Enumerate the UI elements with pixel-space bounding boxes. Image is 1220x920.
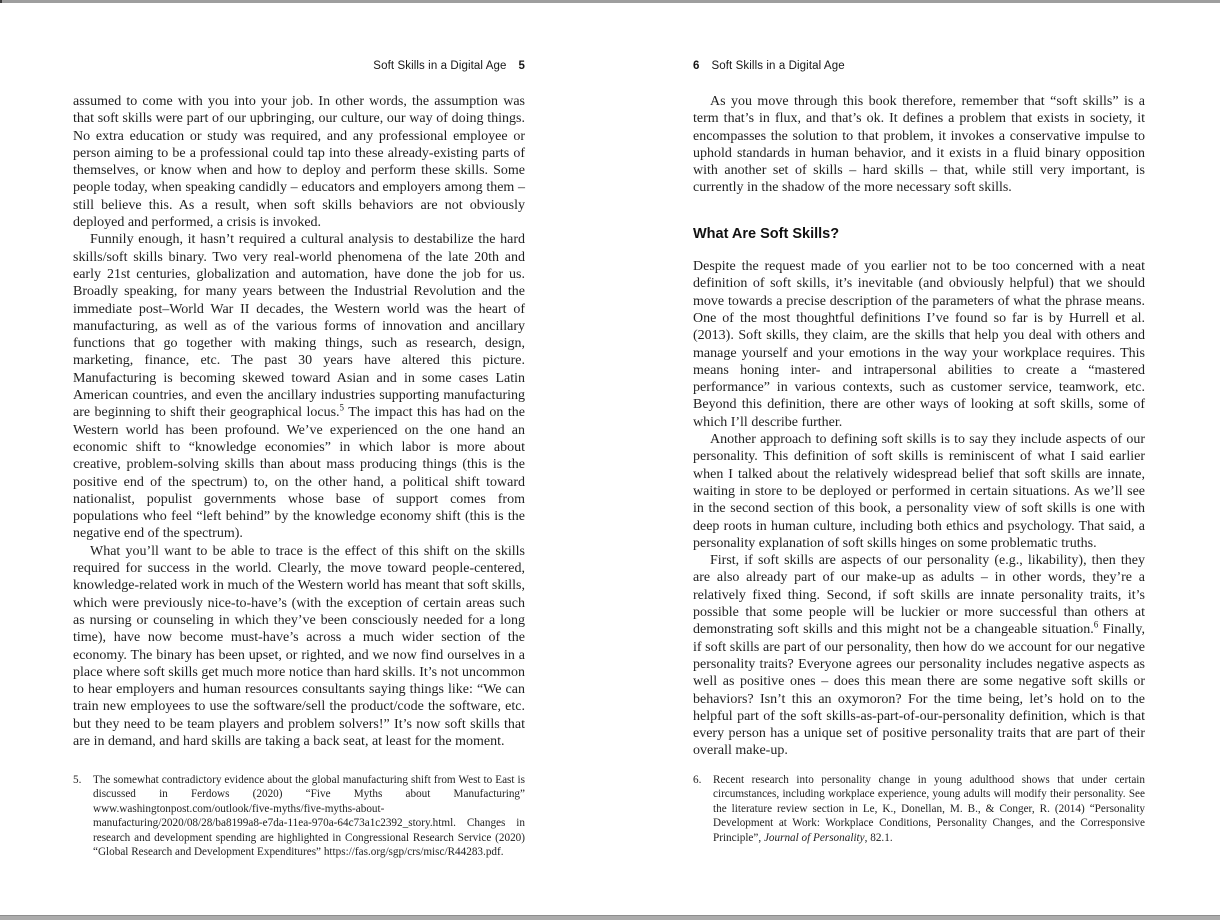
paragraph: assumed to come with you into your job. In other words, the assumption was that soft skills were part of our upbringing, our culture, our way of doing things. No extra education or study was required, and any professional employee or person aiming to be a professional could tap into these already-existing parts of themselves, or know when and how to deploy and perform these skills. Some people today, when speaking candidly – educators and employers among them – still believe this. As a result, when soft skills behaviors are not obviously deployed and performed, a crisis is invoked. <box>73 94 525 231</box>
section-heading: What Are Soft Skills? <box>693 225 840 242</box>
paragraph: As you move through this book therefore, remember that “soft skills” is a term that’s in flux, and that’s ok. It defines a problem that exists in society, it encompasses the solution to that problem, it invokes a conservative impulse to uphold standards in human behavior, and it exists in a fluid binary opposition with another set of skills – hard skills – that, while still very important, is currently in the shadow of the more necessary soft skills. <box>693 94 1145 196</box>
paragraph: Despite the request made of you earlier not to be too concerned with a neat definition of soft skills, it’s inevitable (and obviously helpful) that we should move towards a precise description of the parameters of what the phrase means. One of the most thoughtful definitions I’ve found so far is by Hurrell et al. (2013). Soft skills, they claim, are the skills that help you deal with others and manage yourself and your emotions in the way your workplace requires. This means honing inter- and intrapersonal abilities to create a “mastered performance” in various contexts, such as customer service, teamwork, etc. Beyond this definition, there are other ways of looking at soft skills, some of which I’ll describe further. <box>693 259 1145 430</box>
footnote <box>693 773 1145 845</box>
footnotes-right <box>693 773 1145 845</box>
paragraph: Funnily enough, it hasn’t required a cultural analysis to destabilize the hard skills/soft skills binary. Two very real-world phenomena of the late 20th and early 21st centuries, globalization and automation, have done the job for us. Broadly speaking, for many years between the Industrial Revolution and the immediate post–World War II decades, the Western world was the heart of manufacturing, as well as of the various forms of innovation and ancillary functions that go together with making things, such as research, design, marketing, finance, etc. The past 30 years have altered this picture. Manufacturing is becoming skewed toward Asian and in some cases Latin American countries, and even the ancillary industries supporting manufacturing are beginning to shift their geographical locus.$^5$ The impact this has had on the Western world has been profound. We’ve experienced on the one hand an economic shift to “knowledge economies” in which labor is more about creative, problem-solving skills than about mass producing things (this is the positive end of the spectrum) to, on the other hand, a political shift toward nationalist, populist governments whose base of support comes from populations who feel “left behind” by the knowledge economy shift (this is the negative end of the spectrum). <box>73 232 525 542</box>
running-head-left <box>73 60 525 72</box>
footnote-text: The somewhat contradictory evidence about the global manufacturing shift from West to East is discussed in Ferdows (2020) “Five Myths about Manufacturing” www.washingtonpost.com/outlook/five-myths/five-myths-about-manufacturing/2020/08/28/ba8199a8-e7da-11ea-970a-64c73a1c2392_story.html. Changes in research and development spending are highlighted in Congressional Research Service (2020) “Global Research and Development Expenditures” https://fas.org/sgp/crs/misc/R44283.pdf. <box>93 774 525 859</box>
page-right <box>610 3 1220 915</box>
page-left <box>0 3 610 915</box>
bottom-chrome-bar <box>0 915 1220 920</box>
running-head-right <box>693 60 1145 72</box>
body-text-left <box>73 93 525 750</box>
paragraph: Another approach to defining soft skills is to say they include aspects of our personality. This definition of soft skills is reminiscent of what I said earlier when I talked about the relatively widespread belief that soft skills are innate, waiting in store to be deployed or performed in certain situations. As we’ll see in the second section of this book, a personality view of soft skills is one with deep roots in human culture, including both ethics and psychology. That said, a personality explanation of soft skills hinges on some problematic truths. <box>693 432 1145 551</box>
footnote-number: 5. <box>73 774 82 786</box>
footnote-number: 6. <box>693 774 702 786</box>
paragraph: First, if soft skills are aspects of our personality (e.g., likability), then they are also already part of our make-up as adults – in other words, they’re a relatively fixed thing. Second, if soft skills are innate personality traits, it’s possible that some people will be luckier or more successful than others at demonstrating soft skills and this might not be a changeable situation.$^6$ Finally, if soft skills are part of our personality, then how do we account for our negative personality traits? Everyone agrees our personality includes negative aspects as well as positive ones – does this mean there are some negative soft skills or behaviors? Isn’t this an oxymoron? For the time being, let’s hold on to the helpful part of the soft skills-as-part-of-our-personality definition, which is that every person has a unique set of positive personality traits that are part of their overall make-up. <box>693 553 1145 759</box>
body-text-right <box>693 93 1145 760</box>
running-head-title: Soft Skills in a Digital Age <box>373 60 507 72</box>
footnote <box>73 773 525 859</box>
footnote-text: Recent research into personality change in young adulthood shows that under certain circumstances, including workplace experience, young adults will modify their personality. See the literature review section in Le, K., Donellan, M. B., & Conger, R. (2014) “Personality Development at Work: Workplace Conditions, Personality Changes, and the Corresponsive Principle”, Journal of Personality, 82.1. <box>713 774 1145 844</box>
page-number-left: 5 <box>518 60 525 72</box>
footnotes-left <box>73 773 525 859</box>
running-head-title: Soft Skills in a Digital Age <box>711 60 845 72</box>
page-number-right: 6 <box>693 60 700 72</box>
paragraph: What you’ll want to be able to trace is the effect of this shift on the skills required for success in the world. Clearly, the move toward people-centered, knowledge-related work in much of the Western world has meant that soft skills, which were previously nice-to-have’s (with the exception of certain areas such as nursing or counseling in which they’ve been consciously needed for a long time), have now become must-have’s across a much wider section of the economy. The binary has been upset, or righted, and we now find ourselves in a place where soft skills get much more notice than hard skills. It’s not uncommon to hear employers and human resources consultants saying things like: “We can train new employees to use the software/sell the product/code the software, etc. but they need to be team players and problem solvers!” It’s now soft skills that are in demand, and hard skills are taking a back seat, at least for the moment. <box>73 543 525 749</box>
